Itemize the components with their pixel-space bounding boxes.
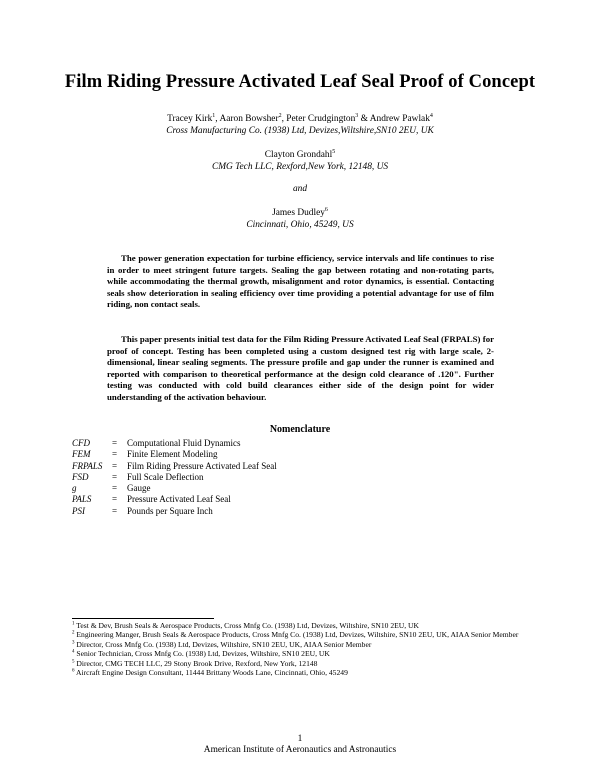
nomenclature-equals: = xyxy=(112,460,118,471)
and-separator: and xyxy=(292,184,308,194)
nomenclature-list xyxy=(72,438,277,517)
author-name: James Dudley xyxy=(272,208,325,218)
footnote xyxy=(72,659,534,668)
nomenclature-abbr: FRPALS xyxy=(72,460,103,471)
footnote-text: Aircraft Engine Design Consultant, 11444 Brittany Woods Lane, Cincinnati, Ohio, 45249 xyxy=(75,668,348,678)
author-line-3 xyxy=(0,207,600,219)
footnote xyxy=(72,649,534,658)
nomenclature-abbr: CFD xyxy=(72,438,90,448)
nomenclature-equals: = xyxy=(112,483,118,494)
author-name: Andrew Pawlak xyxy=(369,114,430,124)
paper-title: Film Riding Pressure Activated Leaf Seal Proof of Concept xyxy=(64,72,536,92)
nomenclature-definition: Pressure Activated Leaf Seal xyxy=(127,494,231,505)
footnote-number: 3 xyxy=(72,640,75,646)
author-name: Aaron Bowsher xyxy=(219,114,279,124)
footnote-text: Senior Technician, Cross Mnfg Co. (1938) Ltd, Devizes, Wiltshire, SN10 2EU, UK xyxy=(76,649,330,659)
nomenclature-item xyxy=(72,438,277,449)
footnote xyxy=(72,621,534,630)
affiliation-1: Cross Manufacturing Co. (1938) Ltd, Devizes,Wiltshire,SN10 2EU, UK xyxy=(166,126,434,136)
affiliation-2: CMG Tech LLC, Rexford,New York, 12148, US xyxy=(211,162,389,172)
footnotes xyxy=(72,621,534,677)
nomenclature-item xyxy=(72,449,277,460)
author-separator: & xyxy=(358,114,370,124)
footnote-text: Engineering Manger, Brush Seals & Aerospace Products, Cross Mnfg Co. (1938) Ltd, Devizes, Wiltshire, SN10 2EU, UK, AIAA Senior Member xyxy=(76,630,519,640)
nomenclature-abbr: FEM xyxy=(72,449,91,460)
nomenclature-definition: Finite Element Modeling xyxy=(127,449,218,460)
nomenclature-abbr: PSI xyxy=(72,505,85,516)
page-footer: American Institute of Aeronautics and Astronautics xyxy=(203,745,397,755)
footnote-text: Director, CMG TECH LLC, 29 Stony Brook Drive, Rexford, New York, 12148 xyxy=(76,658,318,668)
author-separator: , xyxy=(215,114,220,124)
author-line-2 xyxy=(0,149,600,161)
nomenclature-definition: Gauge xyxy=(127,483,151,494)
author-note: 6 xyxy=(324,206,328,213)
nomenclature-abbr: PALS xyxy=(72,494,92,505)
footnote-number: 1 xyxy=(72,621,75,627)
nomenclature-equals: = xyxy=(112,471,118,482)
nomenclature-item xyxy=(72,472,277,483)
page-number: 1 xyxy=(297,734,303,744)
footnote-divider xyxy=(72,618,214,619)
nomenclature-definition: Pounds per Square Inch xyxy=(127,505,213,516)
nomenclature-equals: = xyxy=(112,438,118,448)
footnote-text: Test & Dev, Brush Seals & Aerospace Products, Cross Mnfg Co. (1938) Ltd, Devizes, Wiltshire, SN10 2EU, UK xyxy=(76,621,420,630)
footnote-number: 4 xyxy=(72,649,75,655)
nomenclature-item xyxy=(72,494,277,505)
nomenclature-item xyxy=(72,461,277,472)
nomenclature-equals: = xyxy=(112,505,118,516)
footnote-number: 6 xyxy=(72,668,75,674)
nomenclature-heading: Nomenclature xyxy=(269,424,331,435)
footnote xyxy=(72,630,534,639)
author-line-1 xyxy=(0,113,600,125)
nomenclature-definition: Computational Fluid Dynamics xyxy=(127,438,241,448)
author-name: Tracey Kirk xyxy=(167,114,213,124)
footnote-text: Director, Cross Mnfg Co. (1938) Ltd, Devizes, Wiltshire, SN10 2EU, UK, AIAA Senior Member xyxy=(76,639,372,649)
nomenclature-definition: Full Scale Deflection xyxy=(127,471,204,482)
author-separator: , xyxy=(281,114,287,124)
abstract-paragraph-1: The power generation expectation for turbine efficiency, service intervals and life continues to rise in order to meet stringent future targets. Sealing the gap between rotating and non-rotating parts, while accommodating the thermal growth, misalignment and rotor dynamics, is essential. Contacting seals show deterioration in sealing efficiency over time providing a potential advantage for use of film riding, non contact seals. xyxy=(107,253,494,310)
author-note: 2 xyxy=(278,112,282,119)
nomenclature-definition: Film Riding Pressure Activated Leaf Seal xyxy=(127,460,277,471)
affiliation-3: Cincinnati, Ohio, 45249, US xyxy=(246,220,354,230)
footnote-number: 5 xyxy=(72,659,75,665)
footnote xyxy=(72,668,534,677)
nomenclature-item xyxy=(72,483,277,494)
nomenclature-item xyxy=(72,506,277,517)
author-name: Peter Crudgington xyxy=(286,114,356,124)
footnote-number: 2 xyxy=(72,630,75,636)
footnote xyxy=(72,640,534,649)
author-note: 3 xyxy=(355,112,359,119)
nomenclature-equals: = xyxy=(112,494,118,505)
author-note: 5 xyxy=(332,148,336,155)
author-note: 4 xyxy=(429,112,433,119)
author-name: Clayton Grondahl xyxy=(264,150,333,160)
author-note: 1 xyxy=(212,112,216,119)
abstract-paragraph-2: This paper presents initial test data for the Film Riding Pressure Activated Leaf Seal (FRPALS) for proof of concept. Testing has been completed using a custom designed test rig with large scale, 2-dimensional, linear sealing segments. The pressure profile and gap under the runner is examined and reported with comparison to theoretical performance at the design cold clearance of .120". Further testing was conducted with cold build clearances either side of the design point for wider understanding of the activation behaviour. xyxy=(107,334,494,402)
nomenclature-equals: = xyxy=(112,449,118,460)
nomenclature-abbr: FSD xyxy=(72,471,89,482)
nomenclature-abbr: g xyxy=(72,483,77,494)
